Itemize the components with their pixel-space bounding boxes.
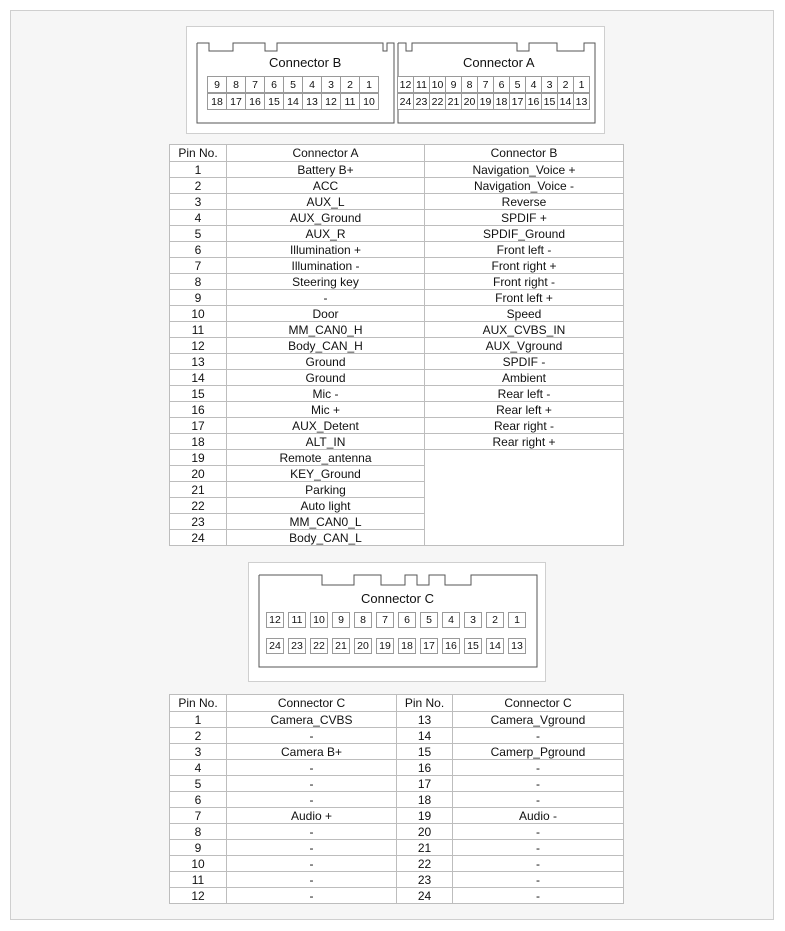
table-cell: Body_CAN_H bbox=[227, 338, 425, 354]
table-cell: AUX_Ground bbox=[227, 210, 425, 226]
table-cell: Illumination - bbox=[227, 258, 425, 274]
table-cell: 14 bbox=[170, 370, 227, 386]
table-row bbox=[170, 338, 624, 354]
table-cell: Steering key bbox=[227, 274, 425, 290]
table-row bbox=[170, 258, 624, 274]
table-cell: 7 bbox=[170, 808, 227, 824]
table-cell: - bbox=[453, 728, 624, 744]
table-cell: Camera_Vground bbox=[453, 712, 624, 728]
connector-c-diagram bbox=[248, 562, 546, 682]
connector-pin: 8 bbox=[461, 76, 478, 93]
table-header-row bbox=[170, 695, 624, 712]
table-cell: 16 bbox=[170, 402, 227, 418]
table-cell: - bbox=[453, 872, 624, 888]
table-cell: - bbox=[453, 792, 624, 808]
table-row bbox=[170, 792, 624, 808]
table-cell: 10 bbox=[170, 856, 227, 872]
table-cell: Mic - bbox=[227, 386, 425, 402]
table-cell: 4 bbox=[170, 760, 227, 776]
header-pin-no-2: Pin No. bbox=[397, 695, 453, 712]
table-cell: - bbox=[227, 776, 397, 792]
table-row bbox=[170, 712, 624, 728]
connector-pin: 12 bbox=[266, 612, 284, 628]
connector-pin: 10 bbox=[310, 612, 328, 628]
table-cell: 12 bbox=[170, 338, 227, 354]
connector-pin: 3 bbox=[464, 612, 482, 628]
connector-pin: 20 bbox=[354, 638, 372, 654]
header-connector-a: Connector A bbox=[227, 145, 425, 162]
table-cell: 8 bbox=[170, 274, 227, 290]
table-row bbox=[170, 776, 624, 792]
connector-pin: 18 bbox=[493, 93, 510, 110]
table-cell: ALT_IN bbox=[227, 434, 425, 450]
table-cell: Illumination + bbox=[227, 242, 425, 258]
connector-pin: 14 bbox=[557, 93, 574, 110]
table-cell: 15 bbox=[397, 744, 453, 760]
connector-pin: 22 bbox=[429, 93, 446, 110]
table-cell: KEY_Ground bbox=[227, 466, 425, 482]
table-cell: - bbox=[453, 760, 624, 776]
connector-pin: 11 bbox=[288, 612, 306, 628]
table-cell: - bbox=[453, 840, 624, 856]
connector-pin: 2 bbox=[340, 76, 360, 93]
table-cell: 9 bbox=[170, 840, 227, 856]
table-cell: 2 bbox=[170, 178, 227, 194]
table-row bbox=[170, 808, 624, 824]
connector-ab-diagram bbox=[186, 26, 605, 134]
table-cell: 23 bbox=[170, 514, 227, 530]
table-cell: Body_CAN_L bbox=[227, 530, 425, 546]
table-row bbox=[170, 306, 624, 322]
table-cell: - bbox=[227, 840, 397, 856]
table-cell: Remote_antenna bbox=[227, 450, 425, 466]
table-cell: Front right - bbox=[425, 274, 624, 290]
table-row bbox=[170, 354, 624, 370]
connector-pin: 13 bbox=[573, 93, 590, 110]
table-cell: 11 bbox=[170, 322, 227, 338]
table-cell: Navigation_Voice - bbox=[425, 178, 624, 194]
connector-pin: 7 bbox=[376, 612, 394, 628]
connector-pin: 19 bbox=[376, 638, 394, 654]
table-cell: - bbox=[227, 824, 397, 840]
connector-pin: 5 bbox=[509, 76, 526, 93]
table-cell: Camerp_Pground bbox=[453, 744, 624, 760]
table-cell: 5 bbox=[170, 776, 227, 792]
table-cell: 21 bbox=[397, 840, 453, 856]
table-row bbox=[170, 402, 624, 418]
table-cell: SPDIF_Ground bbox=[425, 226, 624, 242]
connector-pin: 2 bbox=[486, 612, 504, 628]
table-cell: 3 bbox=[170, 194, 227, 210]
header-connector-b: Connector B bbox=[425, 145, 624, 162]
connector-pin: 5 bbox=[283, 76, 303, 93]
table-cell: - bbox=[227, 728, 397, 744]
table-cell: 22 bbox=[170, 498, 227, 514]
table-cell: 18 bbox=[397, 792, 453, 808]
table-row bbox=[170, 744, 624, 760]
table-cell: AUX_R bbox=[227, 226, 425, 242]
table-cell: Battery B+ bbox=[227, 162, 425, 178]
table-cell: Door bbox=[227, 306, 425, 322]
table-cell: Camera B+ bbox=[227, 744, 397, 760]
connector-pin: 23 bbox=[288, 638, 306, 654]
connector-pin: 11 bbox=[413, 76, 430, 93]
table-row bbox=[170, 178, 624, 194]
table-row bbox=[170, 210, 624, 226]
table-cell: Parking bbox=[227, 482, 425, 498]
table-cell: - bbox=[453, 776, 624, 792]
table-cell: Speed bbox=[425, 306, 624, 322]
connector-pin: 17 bbox=[509, 93, 526, 110]
table-cell: Navigation_Voice + bbox=[425, 162, 624, 178]
table-row bbox=[170, 194, 624, 210]
table-cell: Front left - bbox=[425, 242, 624, 258]
table-cell: - bbox=[227, 888, 397, 904]
table-cell: - bbox=[227, 856, 397, 872]
table-cell: 18 bbox=[170, 434, 227, 450]
connector-pin: 3 bbox=[541, 76, 558, 93]
connector-pin: 7 bbox=[245, 76, 265, 93]
table-row bbox=[170, 226, 624, 242]
table-row bbox=[170, 242, 624, 258]
table-cell: 9 bbox=[170, 290, 227, 306]
table-row bbox=[170, 840, 624, 856]
connector-pin: 1 bbox=[573, 76, 590, 93]
connector-a-title: Connector A bbox=[463, 55, 535, 70]
table-cell: - bbox=[453, 856, 624, 872]
table-cell: Audio - bbox=[453, 808, 624, 824]
connector-b-title: Connector B bbox=[269, 55, 342, 70]
table-row bbox=[170, 418, 624, 434]
table-cell: Mic + bbox=[227, 402, 425, 418]
table-row bbox=[170, 872, 624, 888]
connector-b-pin-row-bottom bbox=[207, 93, 379, 110]
table-cell: 19 bbox=[170, 450, 227, 466]
table-cell: MM_CAN0_H bbox=[227, 322, 425, 338]
connector-pin: 13 bbox=[302, 93, 322, 110]
connector-pin: 1 bbox=[359, 76, 379, 93]
table-cell: - bbox=[453, 824, 624, 840]
table-cell: Rear right + bbox=[425, 434, 624, 450]
table-cell: Ambient bbox=[425, 370, 624, 386]
table-cell: Front left + bbox=[425, 290, 624, 306]
connector-pin: 6 bbox=[398, 612, 416, 628]
table-cell: - bbox=[453, 888, 624, 904]
connector-pin: 16 bbox=[245, 93, 265, 110]
connector-pin: 21 bbox=[332, 638, 350, 654]
table-cell: 24 bbox=[170, 530, 227, 546]
connector-pin: 17 bbox=[420, 638, 438, 654]
connector-pin: 6 bbox=[264, 76, 284, 93]
connector-pin: 24 bbox=[397, 93, 414, 110]
table-cell: Camera_CVBS bbox=[227, 712, 397, 728]
table-cell: 8 bbox=[170, 824, 227, 840]
table-cell: - bbox=[227, 290, 425, 306]
connector-pin: 10 bbox=[429, 76, 446, 93]
table-cell: 16 bbox=[397, 760, 453, 776]
table-cell: 5 bbox=[170, 226, 227, 242]
connector-pin: 12 bbox=[397, 76, 414, 93]
connector-pin: 9 bbox=[332, 612, 350, 628]
connector-pin: 11 bbox=[340, 93, 360, 110]
table-cell: Rear left - bbox=[425, 386, 624, 402]
table-cell-empty bbox=[425, 450, 624, 546]
table-cell: SPDIF + bbox=[425, 210, 624, 226]
table-header-row bbox=[170, 145, 624, 162]
connector-c-title: Connector C bbox=[361, 591, 434, 606]
connector-c-pin-row-top bbox=[266, 612, 530, 628]
table-row bbox=[170, 728, 624, 744]
connector-pin: 2 bbox=[557, 76, 574, 93]
connector-pin: 6 bbox=[493, 76, 510, 93]
table-row bbox=[170, 370, 624, 386]
table-cell: 3 bbox=[170, 744, 227, 760]
table-cell: 6 bbox=[170, 792, 227, 808]
connector-pin: 5 bbox=[420, 612, 438, 628]
table-cell: Ground bbox=[227, 370, 425, 386]
table-row bbox=[170, 888, 624, 904]
table-cell: 22 bbox=[397, 856, 453, 872]
table-cell: 17 bbox=[397, 776, 453, 792]
table-cell: SPDIF - bbox=[425, 354, 624, 370]
table-row bbox=[170, 856, 624, 872]
table-row bbox=[170, 824, 624, 840]
connector-pin: 13 bbox=[508, 638, 526, 654]
connector-b-pin-row-top bbox=[207, 76, 379, 93]
connector-pin: 12 bbox=[321, 93, 341, 110]
table-cell: 15 bbox=[170, 386, 227, 402]
connector-pin: 19 bbox=[477, 93, 494, 110]
table-cell: AUX_CVBS_IN bbox=[425, 322, 624, 338]
connector-pin: 9 bbox=[207, 76, 227, 93]
header-pin-no: Pin No. bbox=[170, 145, 227, 162]
table-row bbox=[170, 434, 624, 450]
table-cell: 6 bbox=[170, 242, 227, 258]
pin-table-connector-c bbox=[169, 694, 624, 904]
connector-pin: 4 bbox=[442, 612, 460, 628]
connector-pin: 15 bbox=[541, 93, 558, 110]
table-row bbox=[170, 290, 624, 306]
connector-pin: 14 bbox=[486, 638, 504, 654]
connector-pin: 24 bbox=[266, 638, 284, 654]
connector-pin: 7 bbox=[477, 76, 494, 93]
table-cell: Audio + bbox=[227, 808, 397, 824]
connector-pin: 21 bbox=[445, 93, 462, 110]
connector-pin: 20 bbox=[461, 93, 478, 110]
connector-pin: 14 bbox=[283, 93, 303, 110]
header-connector-c-2: Connector C bbox=[453, 695, 624, 712]
table-cell: 12 bbox=[170, 888, 227, 904]
table-cell: 20 bbox=[397, 824, 453, 840]
table-cell: 13 bbox=[397, 712, 453, 728]
table-cell: 11 bbox=[170, 872, 227, 888]
table-cell: - bbox=[227, 792, 397, 808]
table-cell: 1 bbox=[170, 712, 227, 728]
connector-pin: 16 bbox=[442, 638, 460, 654]
connector-pin: 23 bbox=[413, 93, 430, 110]
table-cell: Ground bbox=[227, 354, 425, 370]
table-cell: 14 bbox=[397, 728, 453, 744]
table-cell: 20 bbox=[170, 466, 227, 482]
table-cell: - bbox=[227, 872, 397, 888]
table-cell: MM_CAN0_L bbox=[227, 514, 425, 530]
table-cell: 4 bbox=[170, 210, 227, 226]
connector-pin: 18 bbox=[398, 638, 416, 654]
connector-pin: 16 bbox=[525, 93, 542, 110]
table-cell: AUX_Detent bbox=[227, 418, 425, 434]
header-pin-no: Pin No. bbox=[170, 695, 227, 712]
connector-a-pin-row-bottom bbox=[397, 93, 590, 110]
table-cell: - bbox=[227, 760, 397, 776]
table-row bbox=[170, 162, 624, 178]
connector-pin: 8 bbox=[354, 612, 372, 628]
table-cell: Reverse bbox=[425, 194, 624, 210]
table-row bbox=[170, 322, 624, 338]
connector-pin: 1 bbox=[508, 612, 526, 628]
table-cell: 23 bbox=[397, 872, 453, 888]
connector-a-pin-row-top bbox=[397, 76, 590, 93]
table-cell: Rear left + bbox=[425, 402, 624, 418]
connector-c-pin-row-bottom bbox=[266, 638, 530, 654]
table-cell: Auto light bbox=[227, 498, 425, 514]
table-cell: 13 bbox=[170, 354, 227, 370]
connector-pin: 8 bbox=[226, 76, 246, 93]
table-cell: AUX_L bbox=[227, 194, 425, 210]
table-cell: Front right + bbox=[425, 258, 624, 274]
table-row bbox=[170, 450, 624, 466]
connector-pin: 4 bbox=[525, 76, 542, 93]
table-cell: AUX_Vground bbox=[425, 338, 624, 354]
table-cell: 1 bbox=[170, 162, 227, 178]
table-cell: 2 bbox=[170, 728, 227, 744]
table-cell: 19 bbox=[397, 808, 453, 824]
table-cell: 10 bbox=[170, 306, 227, 322]
table-cell: 24 bbox=[397, 888, 453, 904]
connector-pin: 10 bbox=[359, 93, 379, 110]
connector-pin: 15 bbox=[264, 93, 284, 110]
table-row bbox=[170, 386, 624, 402]
connector-pin: 9 bbox=[445, 76, 462, 93]
connector-pin: 22 bbox=[310, 638, 328, 654]
table-row bbox=[170, 274, 624, 290]
connector-pin: 3 bbox=[321, 76, 341, 93]
table-cell: 21 bbox=[170, 482, 227, 498]
connector-pin: 17 bbox=[226, 93, 246, 110]
table-row bbox=[170, 760, 624, 776]
table-cell: Rear right - bbox=[425, 418, 624, 434]
header-connector-c: Connector C bbox=[227, 695, 397, 712]
connector-pin: 15 bbox=[464, 638, 482, 654]
table-cell: 7 bbox=[170, 258, 227, 274]
table-cell: 17 bbox=[170, 418, 227, 434]
pin-table-connector-a-b bbox=[169, 144, 624, 546]
table-cell: ACC bbox=[227, 178, 425, 194]
connector-pin: 4 bbox=[302, 76, 322, 93]
connector-pin: 18 bbox=[207, 93, 227, 110]
